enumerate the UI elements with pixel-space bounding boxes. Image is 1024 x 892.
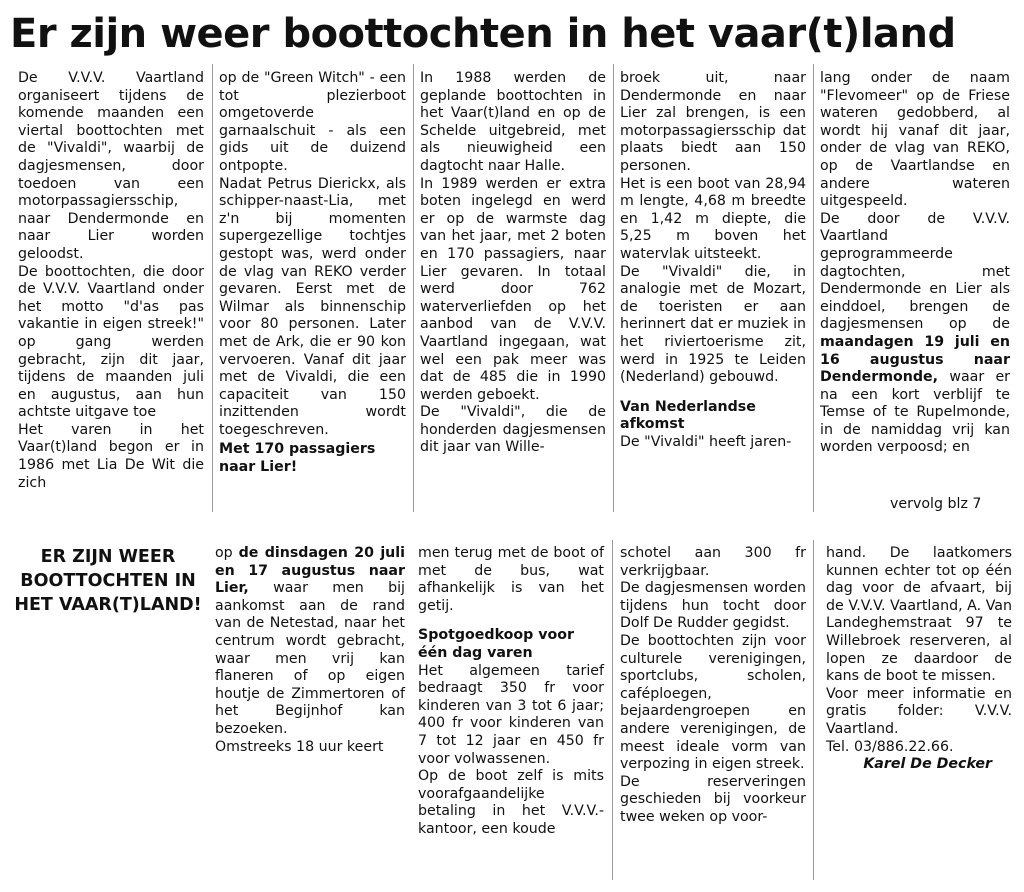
column-rule [613, 64, 614, 512]
paragraph: De "Vivaldi" die, in analogie met de Mozart, de toeristen er aan herinnert dat er muziek in het riviertoerisme zit, werd in 1925 te Leiden (Nederland) gebouwd. [620, 263, 806, 386]
article-column-4 [620, 70, 806, 451]
article-column-8 [620, 545, 806, 827]
article-column-5 [820, 70, 1010, 457]
column-rule [813, 540, 814, 880]
paragraph: De "Vivaldi", die de honderden dagjesmensen dit jaar van Wille- [420, 404, 606, 456]
paragraph: hand. De laatkomers kunnen echter tot op één dag voor de afvaart, bij de V.V.V. Vaartland, A. Van Landeghemstraat 97 te Willebroek reserveren, al lopen ze daardoor de kans de boot te missen. [826, 545, 1012, 685]
paragraph: In 1989 werden er extra boten ingelegd en werd er op de warmste dag van het jaar, met 2 boten en 170 passagiers, naar Lier gevaren. In totaal werd door 762 waterverliefden op het aanbod van de V.V.V. Vaartland ingegaan, wat wel een pak meer was dat de 485 die in 1990 werden geboekt. [420, 175, 606, 403]
article-column-7 [418, 545, 604, 839]
paragraph: De dagjesmensen worden tijdens hun tocht door Dolf De Rudder gegidst. [620, 580, 806, 632]
paragraph: De V.V.V. Vaartland organiseert tijdens de komende maanden een viertal boottochten met de "Vivaldi", waarbij de dagjesmensen, door toedoen van een motorpassagiersschip, naar Dendermonde en naar Lier worden geloodst. [18, 70, 204, 262]
kicker-headline: ER ZIJN WEER BOOTTOCHTEN IN HET VAAR(T)LAND! [14, 547, 202, 615]
column-rule [612, 540, 613, 880]
bold-text: maandagen 19 juli en 16 augustus naar Dendermonde, [820, 333, 1010, 386]
continued-note: vervolg blz 7 [890, 496, 982, 512]
paragraph [820, 211, 1010, 457]
article-column-1 [18, 70, 204, 492]
paragraph: Nadat Petrus Dierickx, als schipper-naast-Lia, met z'n bij momenten supergezellige tochtjes gestopt was, werd onder de vlag van REKO verder gevaren. Eerst met de Wilmar als binnenschip voor 80 personen. Later met de Ark, die er 90 kon vervoeren. Vanaf dit jaar met de Vivaldi, die een capaciteit van 150 inzittenden wordt toegeschreven. [219, 175, 406, 438]
paragraph: men terug met de boot of met de bus, wat afhankelijk is van het getij. [418, 545, 604, 614]
paragraph: lang onder de naam "Flevomeer" op de Friese wateren gedobberd, al wordt hij vanaf dit jaar, onder de vlag van REKO, op de Vaartlandse en andere wateren uitgespeeld. [820, 70, 1010, 210]
paragraph: Het varen in het Vaar(t)land begon er in 1986 met Lia De Wit die zich [18, 421, 204, 491]
paragraph: De reserveringen geschieden bij voorkeur twee weken op voor- [620, 773, 806, 825]
paragraph: broek uit, naar Dendermonde en naar Lier zal brengen, is een motorpassagiersschip dat plaats biedt aan 150 personen. [620, 70, 806, 174]
column-rule [212, 64, 213, 512]
column-rule [813, 64, 814, 512]
bold-text: de dinsdagen 20 juli en 17 augustus naar Lier, [215, 545, 406, 597]
paragraph: Het algemeen tarief bedraagt 350 fr voor kinderen van 3 tot 6 jaar; 400 fr voor kinderen van 7 tot 12 jaar en 450 fr voor volwassenen. [418, 662, 604, 767]
article-headline: Er zijn weer boottochten in het vaar(t)land [10, 11, 956, 57]
subheading: Met 170 passagiers naar Lier! [219, 441, 376, 476]
text: waar men bij aankomst aan de rand van de Netestad, naar het centrum wordt gebracht, waar men vrij kan flaneren of op eigen houtje de Zimmertoren of het Begijnhof kan bezoeken. [215, 580, 405, 737]
text: De door de V.V.V. Vaartland geprogrammeerde dagtochten, met Dendermonde en Lier als einddoel, brengen de dagjesmensen op de [820, 210, 1010, 333]
subheading: Spotgoedkoop voor één dag varen [418, 627, 574, 661]
subheading: Van Nederlandse afkomst [620, 398, 756, 433]
paragraph: Omstreeks 18 uur keert [215, 738, 384, 755]
text: op [215, 545, 239, 561]
paragraph: In 1988 werden de geplande boottochten in het Vaar(t)land en op de Schelde uitgebreid, met als nieuwigheid een dagtocht naar Halle. [420, 70, 606, 174]
paragraph: Op de boot zelf is mits voorafgaandelijke betaling in het V.V.V.-kantoor, een koude [418, 768, 604, 837]
article-column-3 [420, 70, 606, 457]
article-column-9 [826, 545, 1012, 774]
paragraph: De "Vivaldi" heeft jaren- [620, 433, 792, 450]
text: waar er na een kort verblijf te Temse of te Rupelmonde, in de namiddag vrij kan worden verpoosd; en [820, 369, 1010, 456]
paragraph: Het is een boot van 28,94 m lengte, 4,68 m breedte en 1,42 m diepte, die 5,25 m boven het watervlak uitsteekt. [620, 175, 806, 262]
paragraph: Voor meer informatie en gratis folder: V.V.V. Vaartland. [826, 685, 1012, 737]
author-byline: Karel De Decker [863, 756, 992, 773]
paragraph: schotel aan 300 fr verkrijgbaar. [620, 545, 806, 579]
phone-number: Tel. 03/886.22.66. [826, 738, 954, 755]
paragraph: De boottochten, die door de V.V.V. Vaartland onder het motto "d'as pas vakantie in eigen streek!" op gang werden gebracht, zijn dit jaar, tijdens de maanden juli en augustus, aan hun achtste uitgave toe [18, 263, 204, 421]
article-column-2 [219, 70, 406, 477]
paragraph: op de "Green Witch" - een tot plezierboot omgetoverde garnaalschuit - als een gids uit de duizend ontpopte. [219, 70, 406, 174]
column-rule [413, 64, 414, 512]
paragraph [215, 545, 405, 739]
article-column-6 [215, 545, 405, 756]
paragraph: De boottochten zijn voor culturele verenigingen, sportclubs, scholen, caféploegen, bejaardengroepen en andere verenigingen, de meest ideale vorm van verpozing in eigen streek. [620, 632, 806, 773]
